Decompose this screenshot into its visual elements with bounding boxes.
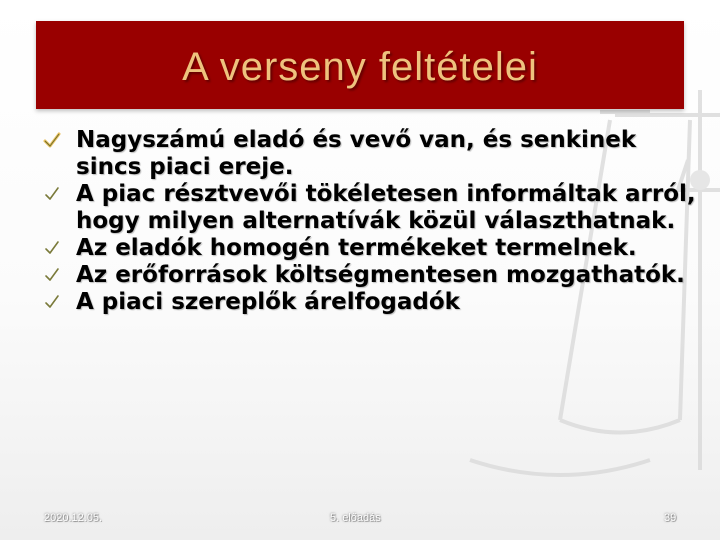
- bullet-item: [42, 235, 702, 262]
- bullet-item: [42, 262, 702, 289]
- checkmark-icon: [42, 265, 62, 285]
- footer-date: 2020.12.05.: [44, 512, 103, 524]
- checkmark-icon: [42, 238, 62, 258]
- bullet-item: [42, 181, 702, 235]
- checkmark-icon: [42, 184, 62, 204]
- bullet-item: [42, 289, 702, 316]
- bullet-text: Az eladók homogén termékeket termelnek.: [76, 235, 637, 261]
- bullet-text: Az erőforrások költségmentesen mozgathatók.: [76, 262, 685, 288]
- bullet-list: [42, 127, 702, 316]
- page-number: 39: [664, 512, 677, 524]
- checkmark-icon: [42, 292, 62, 312]
- bullet-text: A piac résztvevői tökéletesen informáltak arról, hogy milyen alternatívák közül választhatnak.: [76, 181, 696, 234]
- title-bar: [36, 21, 684, 109]
- checkmark-icon: [42, 130, 62, 150]
- bullet-text: A piaci szereplők árelfogadók: [76, 289, 460, 315]
- bullet-text: Nagyszámú eladó és vevő van, és senkinek sincs piaci ereje.: [76, 127, 637, 180]
- bullet-item: [42, 127, 702, 181]
- slide-title: A verseny feltételei: [182, 45, 538, 89]
- footer-center-text: 5. előadás: [330, 512, 381, 524]
